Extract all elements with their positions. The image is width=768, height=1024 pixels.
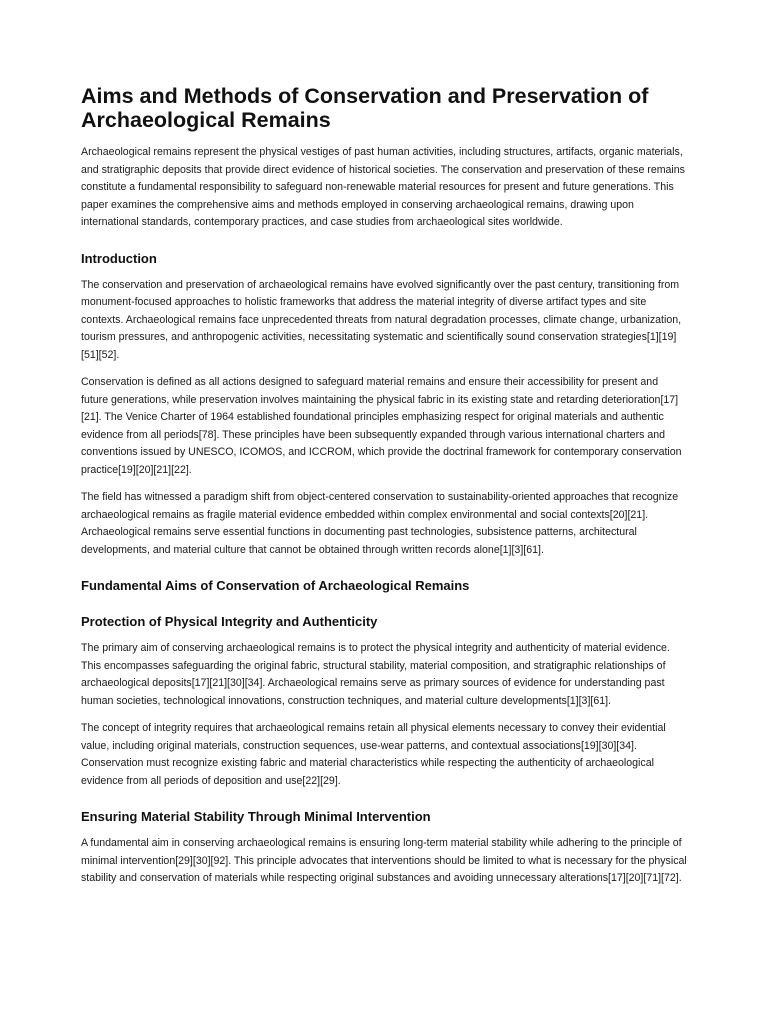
abstract-paragraph: Archaeological remains represent the physical vestiges of past human activities, including structures, artifacts, organic materials, and stratigraphic deposits that provide direct evidence of historical societies. The conservation and preservation of these remains constitute a fundamental responsibility to safeguard non-renewable material resources for present and future generations. This paper examines the comprehensive aims and methods employed in conserving archaeological remains, drawing upon international standards, contemporary practices, and case studies from archaeological sites worldwide. xyxy=(81,146,685,228)
protection-paragraph-2: The concept of integrity requires that archaeological remains retain all physical elements necessary to convey their evidential value, including original materials, construction sequences, use-wear patterns, and contextual associations[19][30][34]. Conservation must recognize existing fabric and material characteristics while respecting the authenticity of archaeological evidence from all periods of deposition and use[22][29]. xyxy=(81,722,666,787)
document-title: Aims and Methods of Conservation and Preservation of Archaeological Remains xyxy=(81,84,649,132)
protection-paragraph-1: The primary aim of conserving archaeological remains is to protect the physical integrity and authenticity of material evidence. This encompasses safeguarding the original fabric, structural stability, material composition, and stratigraphic relationships of archaeological deposits[17][21][30][34]. Archaeological remains serve as primary sources of evidence for understanding past human societies, technological innovations, construction techniques, and material culture developments[1][3][61]. xyxy=(81,642,670,707)
intro-paragraph-1: The conservation and preservation of archaeological remains have evolved significantly over the past century, transitioning from monument-focused approaches to holistic frameworks that address the material integrity of diverse artifact types and site contexts. Archaeological remains face unprecedented threats from natural degradation processes, climate change, urbanization, tourism pressures, and anthropogenic activities, necessitating systematic and scientifically sound conservation strategies[1][19][51][52]. xyxy=(81,278,682,361)
intro-paragraph-2: Conservation is defined as all actions designed to safeguard material remains and ensure their accessibility for present and future generations, while preservation involves maintaining the physical fabric in its existing state and retarding deterioration[17][21]. The Venice Charter of 1964 established foundational principles emphasizing respect for original materials and authentic evidence from all periods[78]. These principles have been subsequently expanded through various international charters and conventions issued by UNESCO, ICOMOS, and ICCROM, which provide the doctrinal framework for contemporary conservation practice[19][20][21][22]. xyxy=(81,376,682,476)
section-heading-introduction: Introduction xyxy=(81,250,157,266)
intro-paragraph-3: The field has witnessed a paradigm shift from object-centered conservation to sustainability-oriented approaches that recognize archaeological remains as fragile material evidence embedded within complex environmental and social contexts[20][21]. Archaeological remains serve essential functions in documenting past technologies, subsistence patterns, architectural developments, and material culture that cannot be obtained through written records alone[1][3][61]. xyxy=(81,491,679,556)
subsection-heading-material-stability: Ensuring Material Stability Through Minimal Intervention xyxy=(81,809,431,824)
stability-paragraph-1: A fundamental aim in conserving archaeological remains is ensuring long-term material stability while adhering to the principle of minimal intervention[29][30][92]. This principle advocates that interventions should be limited to what is necessary for the physical stability and conservation of materials while respecting original substances and avoiding unnecessary alterations[17][20][71][72]. xyxy=(81,837,687,884)
section-heading-fundamental-aims: Fundamental Aims of Conservation of Archaeological Remains xyxy=(81,578,470,593)
subsection-heading-protection: Protection of Physical Integrity and Authenticity xyxy=(81,614,378,629)
document-page xyxy=(81,84,687,898)
